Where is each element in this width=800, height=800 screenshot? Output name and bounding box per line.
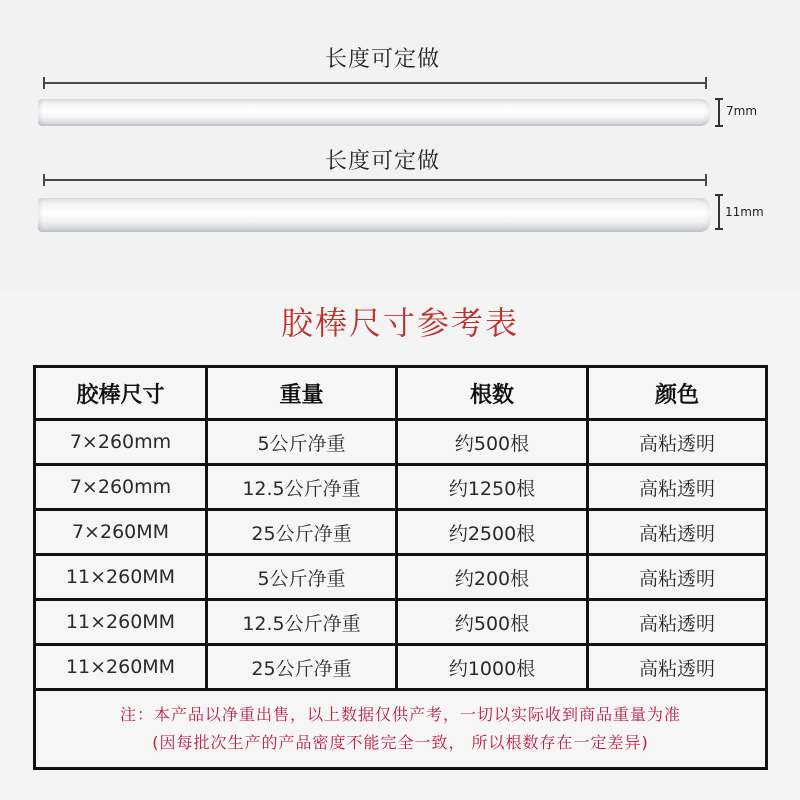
cell-size: 11×260MM	[36, 601, 208, 643]
table-row	[36, 511, 765, 556]
cell-size: 7×260mm	[36, 466, 208, 508]
diameter-label-7mm: 7mm	[726, 104, 758, 118]
table-row	[36, 646, 765, 691]
diameter-bracket-11mm	[718, 194, 720, 230]
cell-color: 高粘透明	[638, 477, 715, 500]
table-row	[36, 601, 765, 646]
cell-count: 约1250根	[398, 466, 589, 508]
column-header-color: 颜色	[654, 382, 699, 408]
cell-weight: 5公斤净重	[208, 556, 398, 598]
cell-size: 7×260mm	[36, 421, 208, 463]
cell-weight: 12.5公斤净重	[208, 466, 398, 508]
table-row	[36, 466, 765, 511]
cell-weight: 12.5公斤净重	[208, 601, 398, 643]
footnote-line-2: (因每批次生产的产品密度不能完全一致， 所以根数存在一定差异)	[152, 733, 649, 752]
table-row	[36, 421, 765, 466]
table-footnote	[36, 691, 765, 767]
cell-weight: 5公斤净重	[208, 421, 398, 463]
size-reference-table	[33, 365, 768, 770]
cell-color: 高粘透明	[638, 657, 715, 680]
glue-stick-11mm	[38, 198, 710, 232]
table-title: 胶棒尺寸参考表	[280, 304, 519, 342]
glue-stick-7mm	[38, 99, 710, 126]
diameter-label-11mm: 11mm	[725, 205, 764, 219]
table-row	[36, 556, 765, 601]
table-header-row	[36, 368, 765, 421]
diameter-bracket-7mm	[718, 98, 720, 127]
cell-color: 高粘透明	[638, 522, 715, 545]
cell-color: 高粘透明	[638, 567, 715, 590]
cell-size: 11×260MM	[36, 646, 208, 688]
cell-count: 约500根	[398, 421, 589, 463]
cell-weight: 25公斤净重	[208, 511, 398, 553]
cell-color: 高粘透明	[638, 432, 715, 455]
length-label-11mm: 长度可定做	[324, 149, 440, 174]
length-label-7mm: 长度可定做	[324, 47, 440, 72]
cell-size: 7×260MM	[36, 511, 208, 553]
product-diagram	[0, 0, 800, 290]
cell-size: 11×260MM	[36, 556, 208, 598]
length-dimension-line-7mm	[43, 82, 707, 84]
length-dimension-line-11mm	[43, 179, 707, 181]
cell-weight: 25公斤净重	[208, 646, 398, 688]
cell-count: 约2500根	[398, 511, 589, 553]
column-header-count: 根数	[398, 368, 589, 418]
column-header-size: 胶棒尺寸	[36, 368, 208, 418]
column-header-weight: 重量	[208, 368, 398, 418]
footnote-line-1: 注：本产品以净重出售，以上数据仅供产考，一切以实际收到商品重量为准	[119, 705, 681, 724]
cell-count: 约200根	[398, 556, 589, 598]
cell-count: 约1000根	[398, 646, 589, 688]
cell-count: 约500根	[398, 601, 589, 643]
cell-color: 高粘透明	[638, 612, 715, 635]
